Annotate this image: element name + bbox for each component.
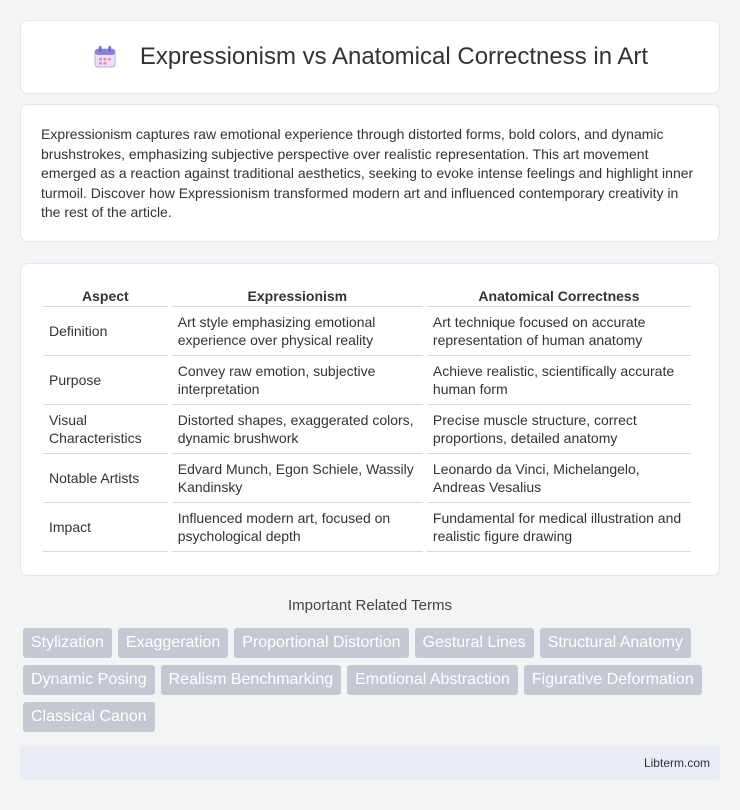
term-tag[interactable]: Figurative Deformation — [524, 665, 702, 695]
cell-anatomical: Precise muscle structure, correct proportions, detailed anatomy — [427, 405, 691, 454]
table-row — [43, 503, 691, 552]
table-row — [43, 307, 691, 356]
cell-anatomical: Fundamental for medical illustration and realistic figure drawing — [427, 503, 691, 552]
term-tag[interactable]: Dynamic Posing — [23, 665, 155, 695]
title-card — [20, 20, 720, 94]
table-row — [43, 405, 691, 454]
intro-card — [20, 104, 720, 242]
cell-aspect: Definition — [43, 307, 168, 356]
term-tag[interactable]: Proportional Distortion — [234, 628, 408, 658]
cell-expressionism: Convey raw emotion, subjective interpretation — [172, 356, 423, 405]
table-header-row — [43, 286, 691, 307]
term-tag[interactable]: Realism Benchmarking — [161, 665, 342, 695]
table-row — [43, 454, 691, 503]
page-title: Expressionism vs Anatomical Correctness in Art — [139, 43, 649, 70]
cell-anatomical: Leonardo da Vinci, Michelangelo, Andreas Vesalius — [427, 454, 691, 503]
cell-expressionism: Edvard Munch, Egon Schiele, Wassily Kandinsky — [172, 454, 423, 503]
cell-aspect: Impact — [43, 503, 168, 552]
cell-aspect: Purpose — [43, 356, 168, 405]
term-tag[interactable]: Classical Canon — [23, 702, 155, 732]
cell-expressionism: Art style emphasizing emotional experience over physical reality — [172, 307, 423, 356]
cell-aspect: Visual Characteristics — [43, 405, 168, 454]
footer-site-link[interactable]: Libterm.com — [643, 756, 710, 770]
related-terms-heading: Important Related Terms — [288, 597, 452, 614]
header-expressionism: Expressionism — [172, 286, 423, 307]
related-terms-list — [23, 628, 723, 732]
comparison-table — [39, 286, 695, 552]
term-tag[interactable]: Exaggeration — [118, 628, 228, 658]
cell-aspect: Notable Artists — [43, 454, 168, 503]
term-tag[interactable]: Gestural Lines — [415, 628, 534, 658]
header-anatomical-correctness: Anatomical Correctness — [427, 286, 691, 307]
term-tag[interactable]: Emotional Abstraction — [347, 665, 518, 695]
comparison-card — [20, 263, 720, 576]
cell-expressionism: Influenced modern art, focused on psychological depth — [172, 503, 423, 552]
table-row — [43, 356, 691, 405]
cell-expressionism: Distorted shapes, exaggerated colors, dynamic brushwork — [172, 405, 423, 454]
term-tag[interactable]: Structural Anatomy — [540, 628, 691, 658]
cell-anatomical: Achieve realistic, scientifically accurate human form — [427, 356, 691, 405]
header-aspect: Aspect — [43, 286, 168, 307]
term-tag[interactable]: Stylization — [23, 628, 112, 658]
intro-paragraph: Expressionism captures raw emotional experience through distorted forms, bold colors, and dynamic brushstrokes, emphasizing subjective perspective over realistic representation. This art movement emerged as a reaction against traditional aesthetics, seeking to evoke intense feelings and highlight inner turmoil. Discover how Expressionism transformed modern art and influenced contemporary creativity in the rest of the article. — [41, 126, 694, 220]
cell-anatomical: Art technique focused on accurate representation of human anatomy — [427, 307, 691, 356]
calendar-icon — [92, 44, 118, 70]
footer-bar — [20, 746, 720, 780]
